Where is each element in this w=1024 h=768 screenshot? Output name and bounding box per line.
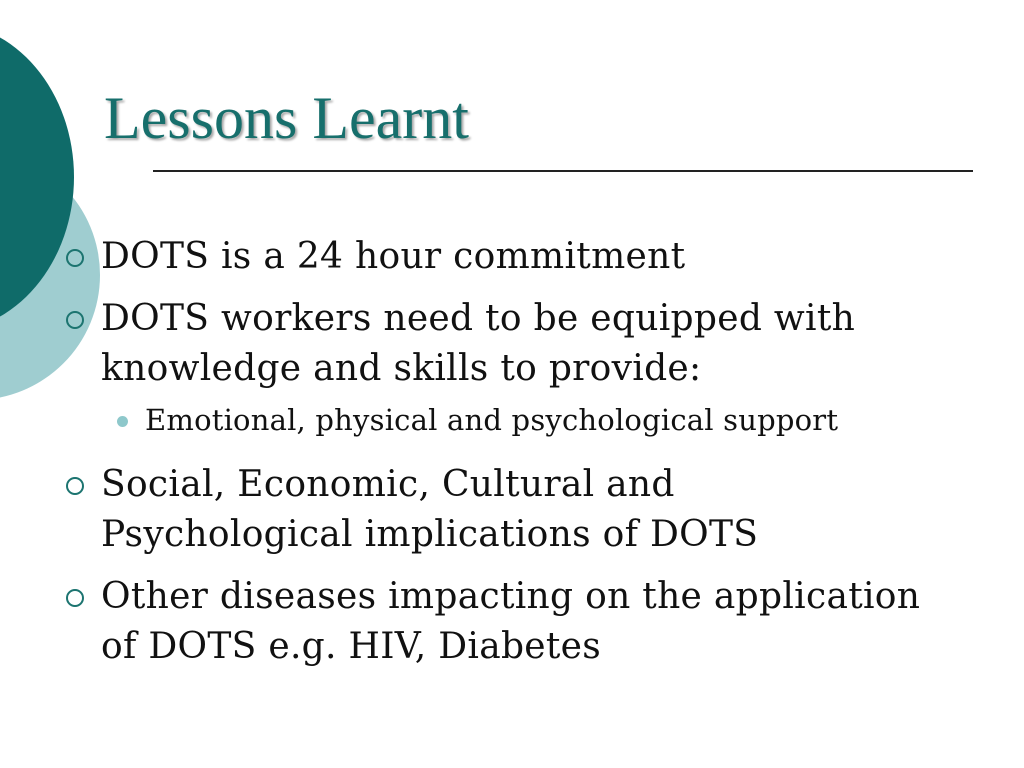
bullet-line: DOTS workers need to be equipped with <box>101 298 856 339</box>
ring-bullet-icon <box>66 249 84 267</box>
sub-bullet-item <box>0 400 1024 440</box>
bullet-line: Psychological implications of DOTS <box>101 514 759 555</box>
bullet-line: Other diseases impacting on the application <box>101 576 921 617</box>
title-divider <box>153 170 973 172</box>
bullet-item <box>0 572 1024 672</box>
ring-bullet-icon <box>66 477 84 495</box>
bullet-line: DOTS is a 24 hour commitment <box>101 236 686 277</box>
dot-bullet-icon <box>117 416 128 427</box>
bullet-line: knowledge and skills to provide: <box>101 348 702 389</box>
slide-title: Lessons Learnt <box>104 85 469 151</box>
ring-bullet-icon <box>66 589 84 607</box>
bullet-item <box>0 232 1024 282</box>
bullet-line: Social, Economic, Cultural and <box>101 464 675 505</box>
slide-content <box>0 232 1024 684</box>
sub-bullet-text: Emotional, physical and psychological support <box>145 403 839 437</box>
bullet-item <box>0 460 1024 560</box>
ring-bullet-icon <box>66 311 84 329</box>
bullet-item <box>0 294 1024 394</box>
bullet-line: of DOTS e.g. HIV, Diabetes <box>101 626 602 667</box>
